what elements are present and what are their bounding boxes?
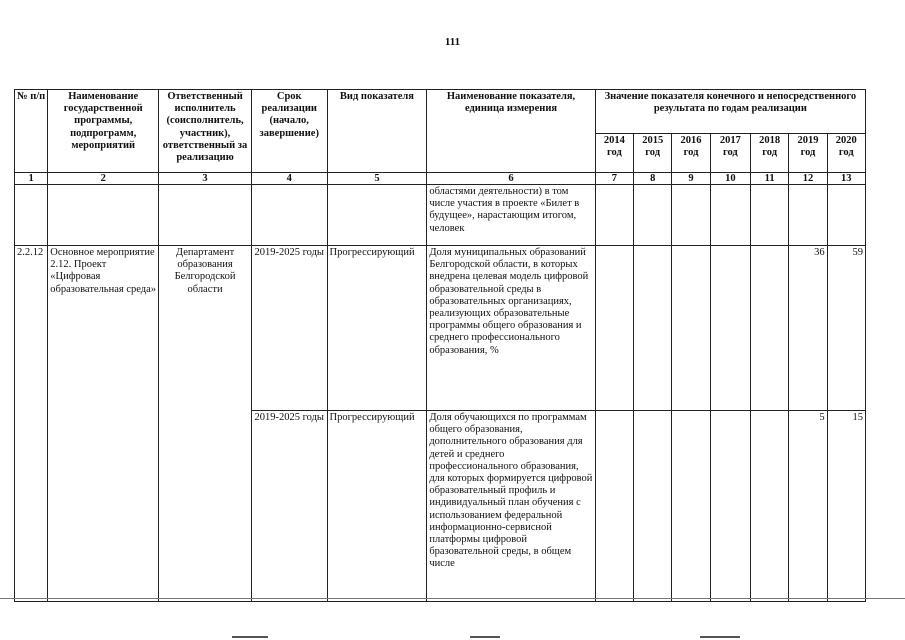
row-num: [15, 185, 48, 246]
row-value: [672, 246, 710, 411]
row-value: [750, 185, 788, 246]
row-value: [634, 246, 672, 411]
column-number: 2: [48, 173, 159, 185]
row-value-2019: 36: [789, 246, 827, 411]
column-number: 1: [15, 173, 48, 185]
row-indicator-kind: Прогрессирующий: [327, 246, 427, 411]
row-responsible: [159, 185, 252, 246]
column-number: 4: [251, 173, 327, 185]
column-number: 8: [634, 173, 672, 185]
header-values-group: Значение показателя конечного и непосредственного результата по годам реализации: [595, 90, 865, 134]
row-term: [251, 185, 327, 246]
header-year: 2018 год: [750, 134, 788, 173]
scan-artifact: [470, 636, 500, 638]
row-value-2020: 59: [827, 246, 865, 411]
row-responsible: Департамент образования Белгородской области: [159, 246, 252, 602]
header-year: 2015 год: [634, 134, 672, 173]
row-value: [672, 411, 710, 602]
scan-artifact: [700, 636, 740, 638]
row-value: [710, 411, 750, 602]
header-year: 2014 год: [595, 134, 633, 173]
scan-artifact: [232, 636, 268, 638]
column-number: 7: [595, 173, 633, 185]
row-value: [750, 246, 788, 411]
column-number: 6: [427, 173, 595, 185]
row-indicator-kind: Прогрессирующий: [327, 411, 427, 602]
table-row: [15, 185, 866, 246]
page-number: 111: [444, 36, 461, 48]
row-value-2019: 5: [789, 411, 827, 602]
header-num: № п/п: [15, 90, 48, 173]
column-number: 13: [827, 173, 865, 185]
row-value: [789, 185, 827, 246]
header-program-name: Наименование государственной программы, подпрограмм, мероприятий: [48, 90, 159, 173]
header-indicator-kind: Вид показателя: [327, 90, 427, 173]
row-value: [634, 411, 672, 602]
row-program-name: Основное мероприятие 2.12. Проект «Цифровая образовательная среда»: [48, 246, 159, 602]
row-value: [710, 185, 750, 246]
column-number: 12: [789, 173, 827, 185]
row-indicator-name: областями деятельности) в том числе участия в проекте «Билет в будущее», нарастающим итогом, человек: [427, 185, 595, 246]
indicators-table: [14, 89, 866, 602]
column-number: 11: [750, 173, 788, 185]
row-program-name: [48, 185, 159, 246]
page-bottom-rule: [0, 598, 905, 599]
column-number: 3: [159, 173, 252, 185]
table-row: [15, 246, 866, 411]
indicators-table-wrap: [14, 89, 866, 602]
row-term: 2019-2025 годы: [251, 411, 327, 602]
column-number: 5: [327, 173, 427, 185]
row-indicator-kind: [327, 185, 427, 246]
header-indicator-name: Наименование показателя, единица измерения: [427, 90, 595, 173]
row-value-2020: 15: [827, 411, 865, 602]
row-indicator-name: Доля обучающихся по программам общего образования, дополнительного образования для детей и среднего профессионального образования, для которых формируется цифровой образовательный профиль и индивидуальный план обучения с использованием федеральной информационно-сервисной платформы цифровой бразовательной среды, в общем числе: [427, 411, 595, 602]
header-year: 2020 год: [827, 134, 865, 173]
header-year: 2019 год: [789, 134, 827, 173]
row-value: [595, 246, 633, 411]
header-term: Срок реализации (начало, завершение): [251, 90, 327, 173]
row-num: 2.2.12: [15, 246, 48, 602]
column-number: 10: [710, 173, 750, 185]
column-number: 9: [672, 173, 710, 185]
row-value: [750, 411, 788, 602]
row-term: 2019-2025 годы: [251, 246, 327, 411]
row-value: [710, 246, 750, 411]
row-value: [827, 185, 865, 246]
column-number-row: [15, 173, 866, 185]
header-year: 2017 год: [710, 134, 750, 173]
header-responsible: Ответственный исполнитель (соисполнитель, участник), ответственный за реализацию: [159, 90, 252, 173]
header-year: 2016 год: [672, 134, 710, 173]
row-value: [595, 185, 633, 246]
row-value: [672, 185, 710, 246]
row-indicator-name: Доля муниципальных образований Белгородской области, в которых внедрена целевая модель цифровой образовательной среды в образовательных организациях, реализующих образовательные программы общего образования и среднего профессионального образования, %: [427, 246, 595, 411]
row-value: [634, 185, 672, 246]
row-value: [595, 411, 633, 602]
